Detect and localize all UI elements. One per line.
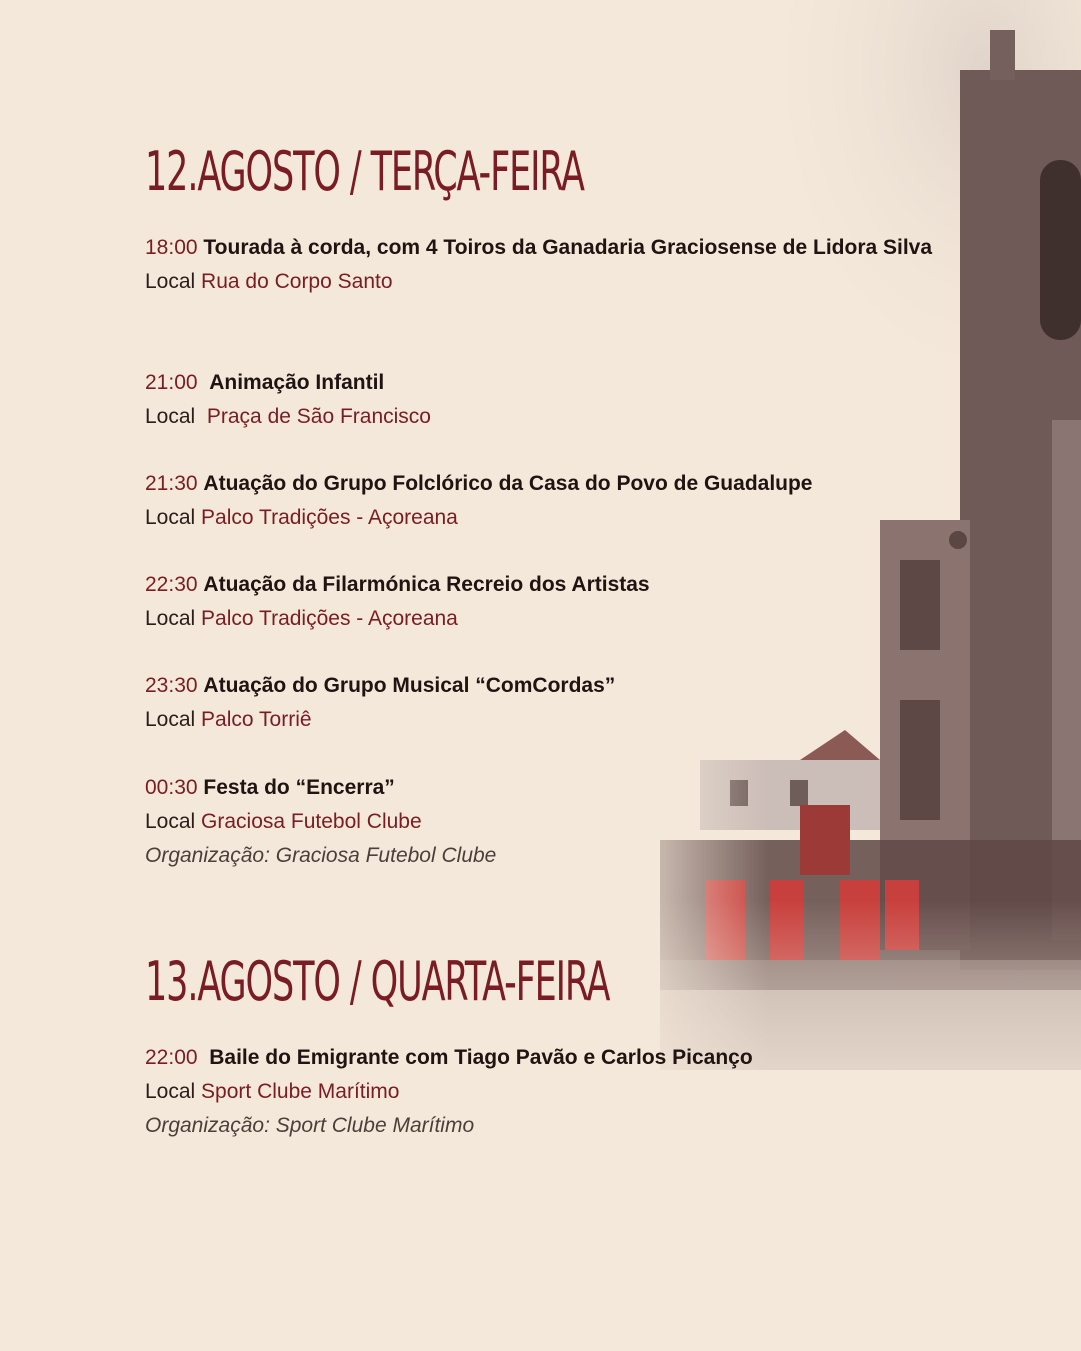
event-22-30 xyxy=(145,568,935,636)
local-label: Local xyxy=(145,506,196,529)
event-title: Festa do “Encerra” xyxy=(203,776,395,799)
event-title: Atuação da Filarmónica Recreio dos Artistas xyxy=(203,573,650,596)
event-location: Graciosa Futebol Clube xyxy=(201,810,422,833)
event-title: Atuação do Grupo Folclórico da Casa do Povo de Guadalupe xyxy=(203,472,813,495)
local-label: Local xyxy=(145,1080,196,1103)
event-location: Rua do Corpo Santo xyxy=(201,270,393,293)
event-location: Sport Clube Marítimo xyxy=(201,1080,400,1103)
event-18-00 xyxy=(145,231,935,299)
event-location: Palco Tradições - Açoreana xyxy=(201,506,458,529)
event-title: Atuação do Grupo Musical “ComCordas” xyxy=(203,674,616,697)
local-label: Local xyxy=(145,607,196,630)
event-time: 18:00 xyxy=(145,236,198,259)
event-00-30 xyxy=(145,771,935,873)
local-label: Local xyxy=(145,810,196,833)
day-title-13-agosto: 13.AGOSTO / QUARTA-FEIRA xyxy=(145,950,610,1013)
local-label: Local xyxy=(145,270,196,293)
event-location: Palco Torriê xyxy=(201,708,312,731)
event-time: 22:30 xyxy=(145,573,198,596)
event-title: Animação Infantil xyxy=(209,371,385,394)
event-21-30 xyxy=(145,467,935,535)
event-time: 23:30 xyxy=(145,674,198,697)
event-time: 00:30 xyxy=(145,776,198,799)
event-21-00 xyxy=(145,366,935,434)
event-time: 21:00 xyxy=(145,371,198,394)
local-label: Local xyxy=(145,405,196,428)
event-title: Baile do Emigrante com Tiago Pavão e Carlos Picanço xyxy=(209,1046,753,1069)
event-title: Tourada à corda, com 4 Toiros da Ganadaria Graciosense de Lidora Silva xyxy=(203,236,933,259)
event-organization: Organização: Sport Clube Marítimo xyxy=(145,1114,475,1137)
event-time: 22:00 xyxy=(145,1046,198,1069)
event-location: Praça de São Francisco xyxy=(206,405,431,428)
local-label: Local xyxy=(145,708,196,731)
event-time: 21:30 xyxy=(145,472,198,495)
day-title-12-agosto: 12.AGOSTO / TERÇA-FEIRA xyxy=(145,140,584,203)
event-organization: Organização: Graciosa Futebol Clube xyxy=(145,844,497,867)
event-location: Palco Tradições - Açoreana xyxy=(201,607,458,630)
event-23-30 xyxy=(145,669,935,737)
event-22-00 xyxy=(145,1041,935,1143)
